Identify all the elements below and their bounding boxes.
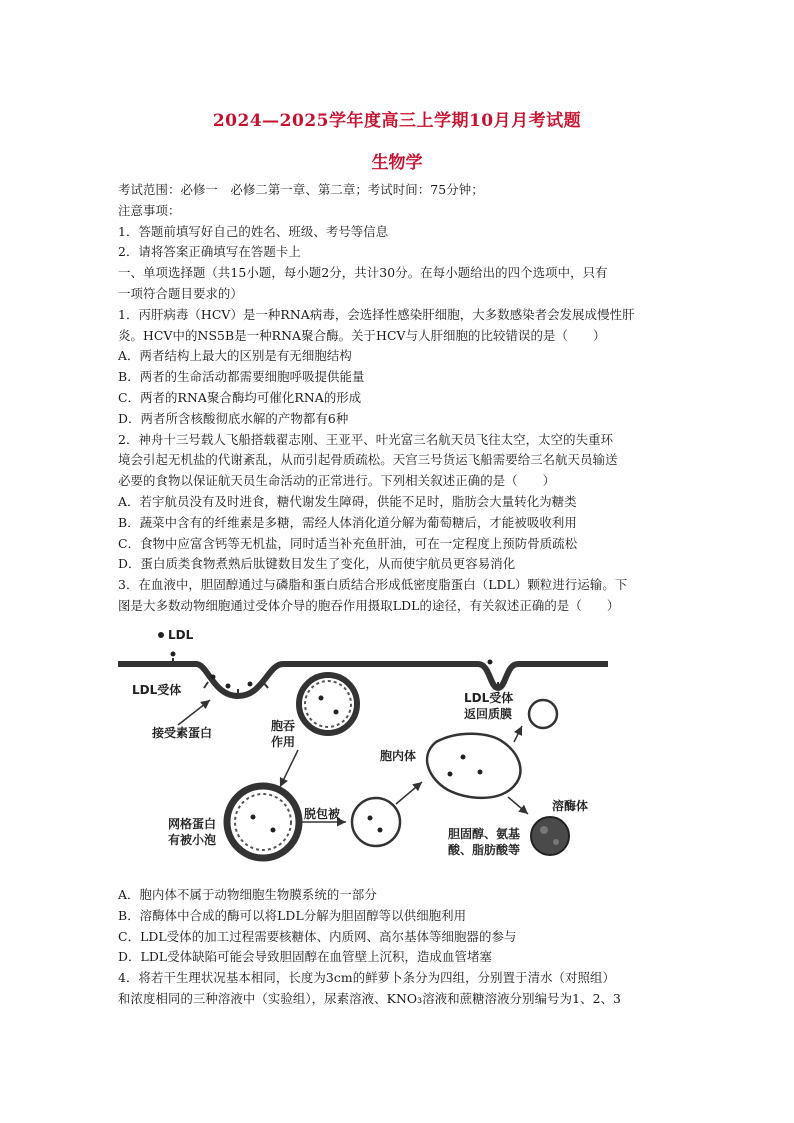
text-line: 3．在血液中，胆固醇通过与磷脂和蛋白质结合形成低密度脂蛋白（LDL）颗粒进行运输。下: [118, 577, 628, 593]
text-line: 1．丙肝病毒（HCV）是一种RNA病毒，会选择性感染肝细胞，大多数感染者会发展成慢性肝: [118, 306, 635, 322]
text-line: 2．请将答案正确填写在答题卡上: [118, 244, 301, 260]
text-line: D．蛋白质类食物煮熟后肽键数目发生了变化，从而使宇航员更容易消化: [118, 556, 516, 572]
text-line: 注意事项：: [118, 202, 181, 218]
text-line: 一项符合题目要求的）: [118, 285, 243, 301]
exam-title: 2024—2025学年度高三上学期10月月考试题: [212, 111, 582, 131]
text-line: 境会引起无机盐的代谢紊乱，从而引起骨质疏松。天宫三号货运飞船需要给三名航天员输送: [118, 452, 618, 468]
plasma-membrane: [118, 664, 608, 696]
text-line: C．两者的RNA聚合酶均可催化RNA的形成: [118, 389, 362, 405]
label-products-2: 酸、脂肪酸等: [448, 843, 521, 857]
label-coated-1: 网格蛋白: [168, 817, 217, 831]
text-line: 炎。HCV中的NS5B是一种RNA聚合酶。关于HCV与人肝细胞的比较错误的是（ ）: [118, 327, 606, 343]
label-return-1: LDL受体: [464, 691, 514, 705]
text-line: A．胞内体不属于动物细胞生物膜系统的一部分: [118, 887, 377, 902]
endosome: [427, 734, 520, 798]
text-line: A．两者结构上最大的区别是有无细胞结构: [118, 348, 352, 364]
uncoated-vesicle: [352, 798, 400, 846]
label-lysosome: 溶酶体: [552, 799, 589, 813]
coated-pit: [299, 675, 357, 733]
text-line: 一、单项选择题（共15小题，每小题2分，共计30分。在每小题给出的四个选项中，只有: [118, 265, 608, 281]
label-endocytosis-2: 作用: [271, 735, 296, 749]
text-line: B．蔬菜中含有的纤维素是多糖，需经人体消化道分解为葡萄糖后，才能被吸收利用: [118, 514, 577, 530]
label-ldl: LDL: [168, 628, 194, 642]
recycling-vesicle: [529, 700, 557, 728]
label-return-2: 返回质膜: [464, 707, 513, 721]
label-endosome: 胞内体: [380, 749, 417, 763]
figure-svg: [118, 622, 618, 884]
coated-vesicle: [227, 786, 299, 858]
text-block-top: [118, 180, 678, 617]
label-ldl-receptor: LDL受体: [132, 683, 182, 697]
label-products-1: 胆固醇、氨基: [448, 827, 521, 841]
text-line: D．LDL受体缺陷可能会导致胆固醇在血管壁上沉积，造成血管堵塞: [118, 949, 492, 965]
text-line: B．两者的生命活动都需要细胞呼吸提供能量: [118, 369, 365, 385]
text-line: B．溶酶体中合成的酶可以将LDL分解为胆固醇等以供细胞利用: [118, 907, 467, 923]
text-line: 图是大多数动物细胞通过受体介导的胞吞作用摄取LDL的途径，有关叙述正确的是（ ）: [118, 597, 620, 613]
text-line: 和浓度相同的三种溶液中（实验组），尿素溶液、KNO₃溶液和蔗糖溶液分别编号为1、2、3: [118, 990, 622, 1006]
label-receptor-protein: 接受素蛋白: [152, 726, 213, 740]
label-uncoat: 脱包被: [304, 807, 341, 821]
ldl-endocytosis-figure: [118, 622, 618, 884]
text-line: 1．答题前填写好自己的姓名、班级、考号等信息: [118, 223, 389, 239]
text-line: A．若宇航员没有及时进食，糖代谢发生障碍，供能不足时，脂肪会大量转化为糖类: [118, 493, 577, 509]
text-line: D．两者所含核酸彻底水解的产物都有6种: [118, 410, 349, 426]
lysosome: [531, 817, 569, 855]
ldl-dot-icon: [158, 632, 164, 638]
text-line: C．LDL受体的加工过程需要核糖体、内质网、高尔基体等细胞器的参与: [118, 928, 517, 944]
text-line: C．食物中应富含钙等无机盐，同时适当补充鱼肝油，可在一定程度上预防骨质疏松: [118, 535, 578, 551]
text-line: 考试范围：必修一 必修二第一章、第二章；考试时间：75分钟；: [118, 182, 484, 197]
subject-title: 生物学: [371, 153, 423, 173]
label-coated-2: 有被小泡: [168, 833, 217, 847]
text-line: 2．神舟十三号载人飞船搭载翟志刚、王亚平、叶光富三名航天员飞往太空，太空的失重环: [118, 431, 614, 447]
label-endocytosis-1: 胞吞: [271, 719, 296, 733]
text-line: 4．将若干生理状况基本相同，长度为3cm的鲜萝卜条分为四组，分别置于清水（对照组）: [118, 970, 616, 986]
text-line: 必要的食物以保证航天员生命活动的正常进行。下列相关叙述正确的是（ ）: [118, 473, 556, 489]
text-block-bottom: [118, 885, 678, 1010]
